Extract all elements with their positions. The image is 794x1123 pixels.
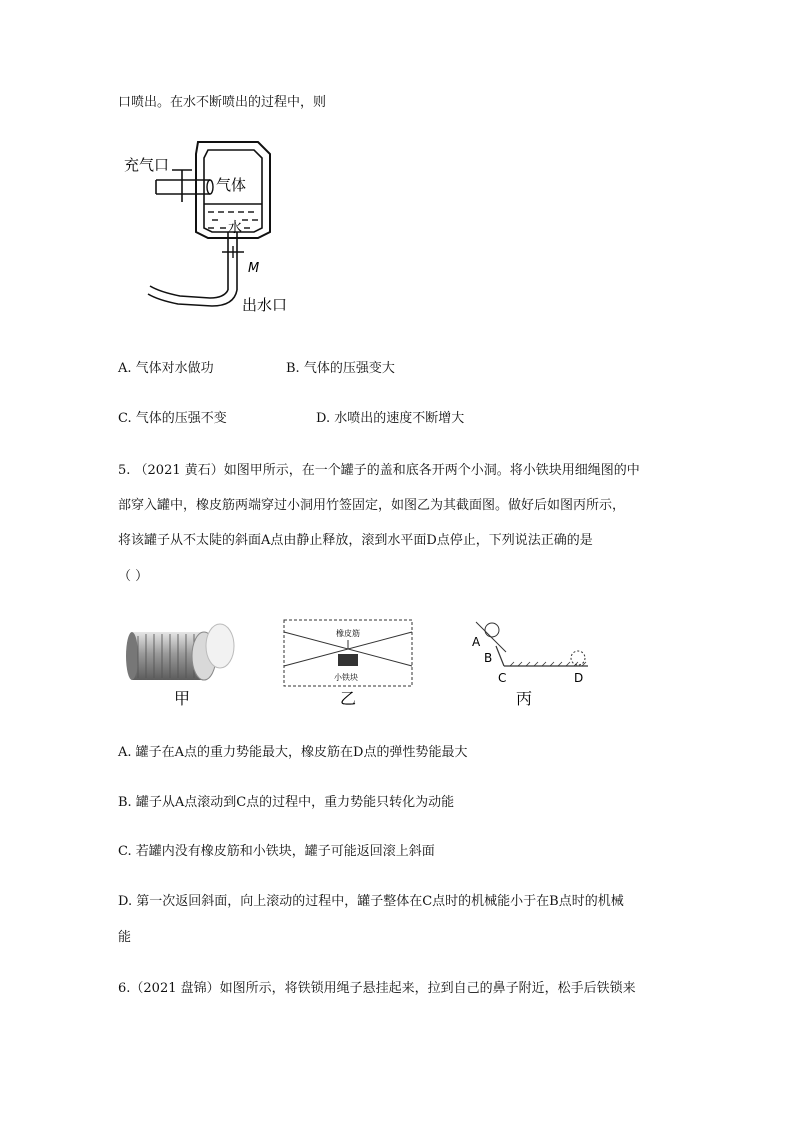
- q4-option-c: C. 气体的压强不变: [118, 411, 227, 426]
- yi-caption: 乙: [340, 689, 357, 706]
- q4-option-b: B. 气体的压强变大: [286, 361, 395, 376]
- q5-stem-line2: 部穿入罐中，橡皮筋两端穿过小洞用竹签固定，如图乙为其截面图。做好后如图丙所示，: [118, 498, 626, 513]
- point-a: A: [472, 635, 481, 649]
- point-b: B: [484, 651, 493, 665]
- q5-option-c: C. 若罐内没有橡皮筋和小铁块，罐子可能返回滚上斜面: [118, 844, 435, 859]
- q5-stem-line3: 将该罐子从不太陡的斜面A点由静止释放，滚到水平面D点停止，下列说法正确的是: [118, 533, 593, 548]
- q5-figure-yi: [280, 616, 420, 706]
- q5-option-d-line1: D. 第一次返回斜面，向上滚动的过程中，罐子整体在C点时的机械能小于在B点时的机械: [118, 894, 624, 909]
- q4-option-a: A. 气体对水做功: [118, 361, 214, 376]
- q5-option-a: A. 罐子在A点的重力势能最大，橡皮筋在D点的弹性势能最大: [118, 745, 468, 760]
- inlet-label: 充气口: [124, 156, 170, 174]
- q5-stem-line1: 5. （2021 黄石）如图甲所示，在一个罐子的盖和底各开两个小洞。将小铁块用细绳图的中: [118, 463, 640, 478]
- point-d: D: [574, 671, 584, 685]
- q4-option-d: D. 水喷出的速度不断增大: [316, 411, 465, 426]
- q5-option-d-line2: 能: [118, 930, 132, 945]
- water-label: 水: [228, 220, 242, 236]
- q5-figure-jia: [124, 620, 244, 710]
- q4-continuation: 口喷出。在水不断喷出的过程中，则: [118, 95, 327, 110]
- gas-label: 气体: [216, 176, 247, 194]
- jia-caption: 甲: [174, 689, 191, 708]
- q5-option-b: B. 罐子从A点滚动到C点的过程中，重力势能只转化为动能: [118, 795, 455, 810]
- q5-figure-bing: [466, 616, 606, 706]
- rubber-band-label: 橡皮筋: [336, 629, 360, 638]
- bing-caption: 丙: [516, 689, 533, 706]
- q6-stem-line1: 6.（2021 盘锦）如图所示，将铁锁用绳子悬挂起来，拉到自己的鼻子附近，松手后铁锁来: [118, 981, 636, 996]
- q4-container-figure: [120, 140, 320, 330]
- point-c: C: [498, 671, 507, 685]
- outlet-label: 出水口: [242, 296, 288, 314]
- q5-answer-bracket: （ ）: [118, 569, 149, 584]
- iron-block-label: 小铁块: [334, 673, 358, 682]
- valve-label: M: [248, 261, 260, 276]
